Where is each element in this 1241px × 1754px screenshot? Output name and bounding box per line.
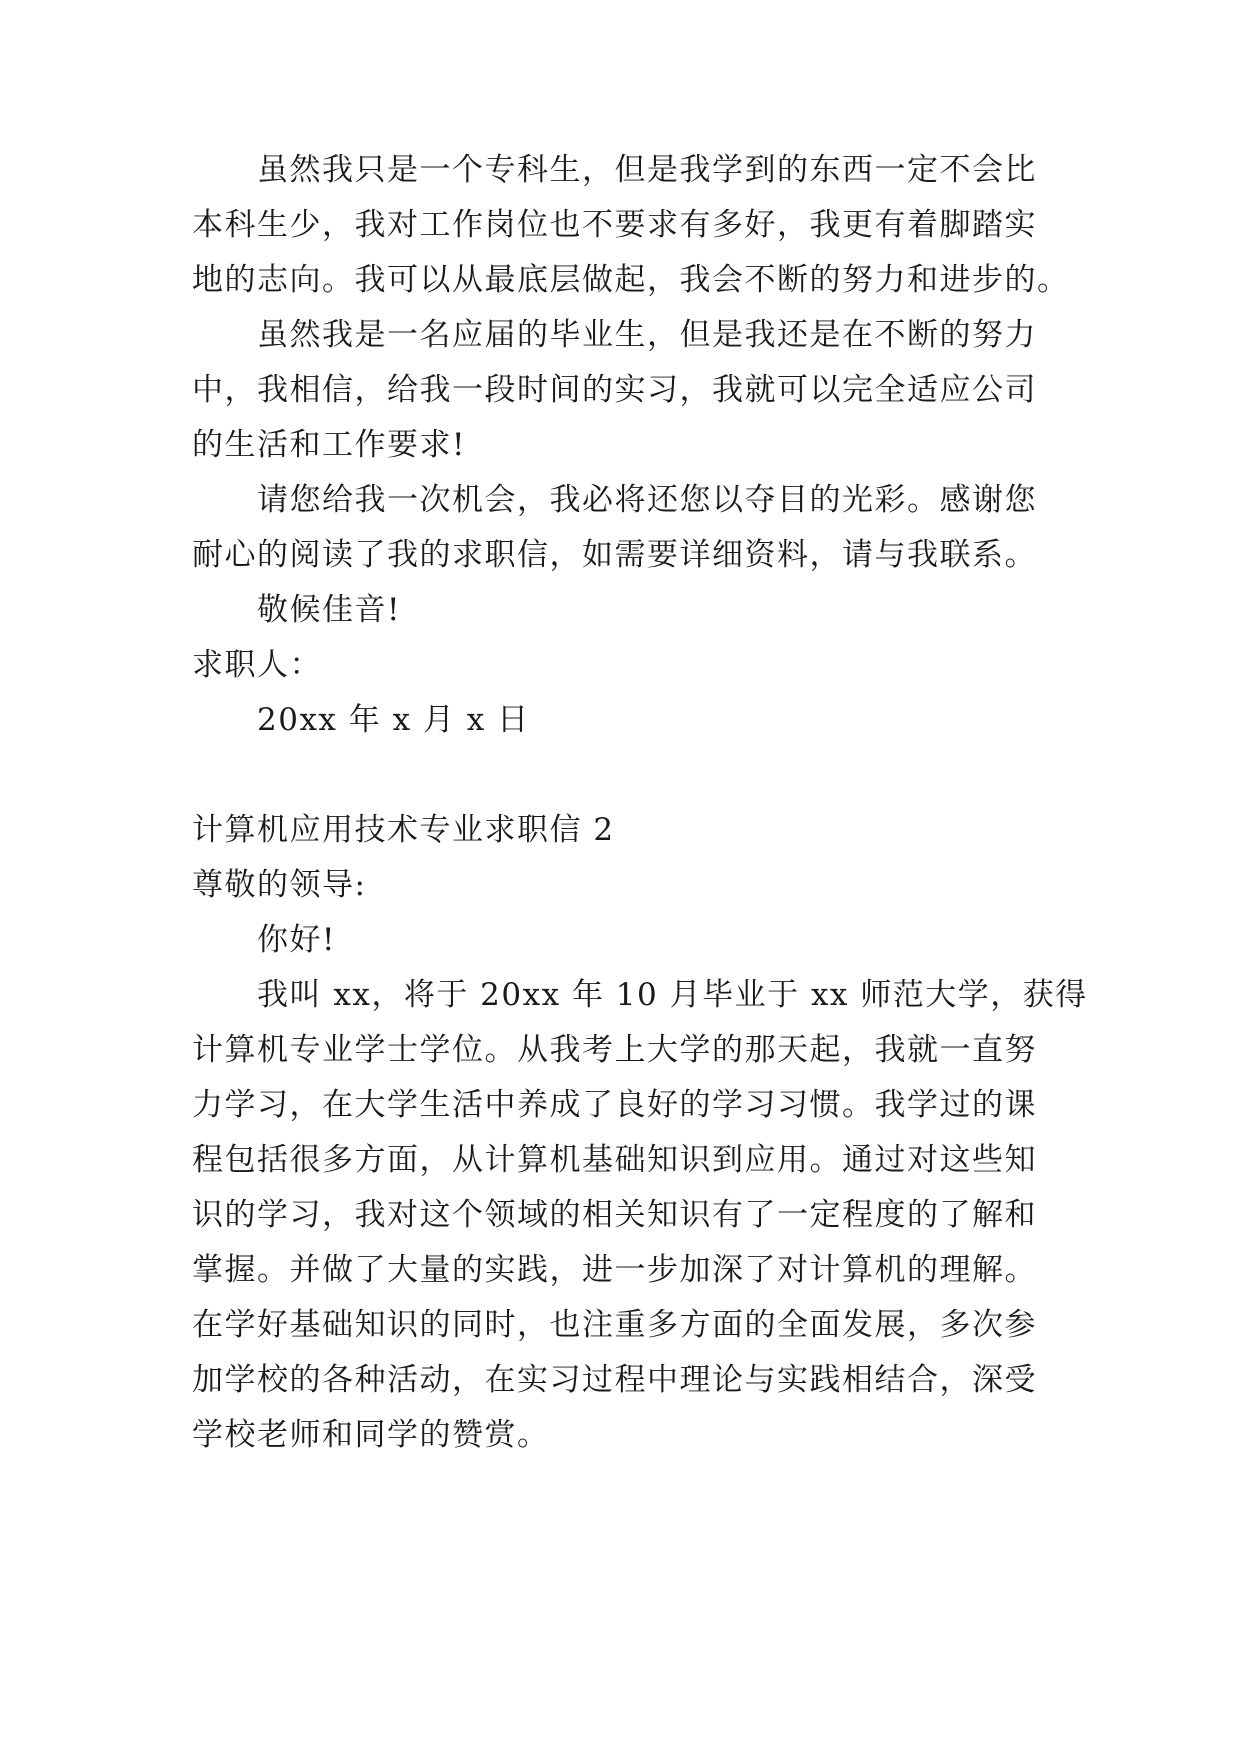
paragraph-line: 中，我相信，给我一段时间的实习，我就可以完全适应公司: [192, 372, 1037, 408]
paragraph-line: 在学好基础知识的同时，也注重多方面的全面发展，多次参: [192, 1307, 1037, 1343]
paragraph-line: 本科生少，我对工作岗位也不要求有多好，我更有着脚踏实: [192, 207, 1037, 243]
paragraph-line: 耐心的阅读了我的求职信，如需要详细资料，请与我联系。: [192, 537, 1037, 573]
salutation: 尊敬的领导:: [192, 867, 367, 903]
paragraph-line: 虽然我只是一个专科生，但是我学到的东西一定不会比: [257, 152, 1037, 188]
section-title: 计算机应用技术专业求职信 2: [192, 812, 615, 848]
paragraph-line: 的生活和工作要求!: [192, 427, 466, 463]
paragraph-line: 识的学习，我对这个领域的相关知识有了一定程度的了解和: [192, 1197, 1037, 1233]
paragraph-line: 掌握。并做了大量的实践，进一步加深了对计算机的理解。: [192, 1252, 1037, 1288]
paragraph-line: 请您给我一次机会，我必将还您以夺目的光彩。感谢您: [257, 482, 1037, 518]
paragraph-line: 我叫 xx，将于 20xx 年 10 月毕业于 xx 师范大学，获得: [257, 977, 1088, 1013]
signer-label: 求职人：: [192, 647, 322, 683]
closing-line: 敬候佳音!: [257, 592, 401, 628]
paragraph-line: 计算机专业学士学位。从我考上大学的那天起，我就一直努: [192, 1032, 1037, 1068]
paragraph-line: 程包括很多方面，从计算机基础知识到应用。通过对这些知: [192, 1142, 1037, 1178]
letter-date: 20xx 年 x 月 x 日: [257, 702, 530, 738]
paragraph-line: 地的志向。我可以从最底层做起，我会不断的努力和进步的。: [192, 262, 1070, 298]
paragraph-line: 力学习，在大学生活中养成了良好的学习习惯。我学过的课: [192, 1087, 1037, 1123]
paragraph-line: 学校老师和同学的赞赏。: [192, 1417, 550, 1453]
paragraph-line: 虽然我是一名应届的毕业生，但是我还是在不断的努力: [257, 317, 1037, 353]
greeting: 你好!: [257, 922, 336, 958]
paragraph-line: 加学校的各种活动，在实习过程中理论与实践相结合，深受: [192, 1362, 1037, 1398]
